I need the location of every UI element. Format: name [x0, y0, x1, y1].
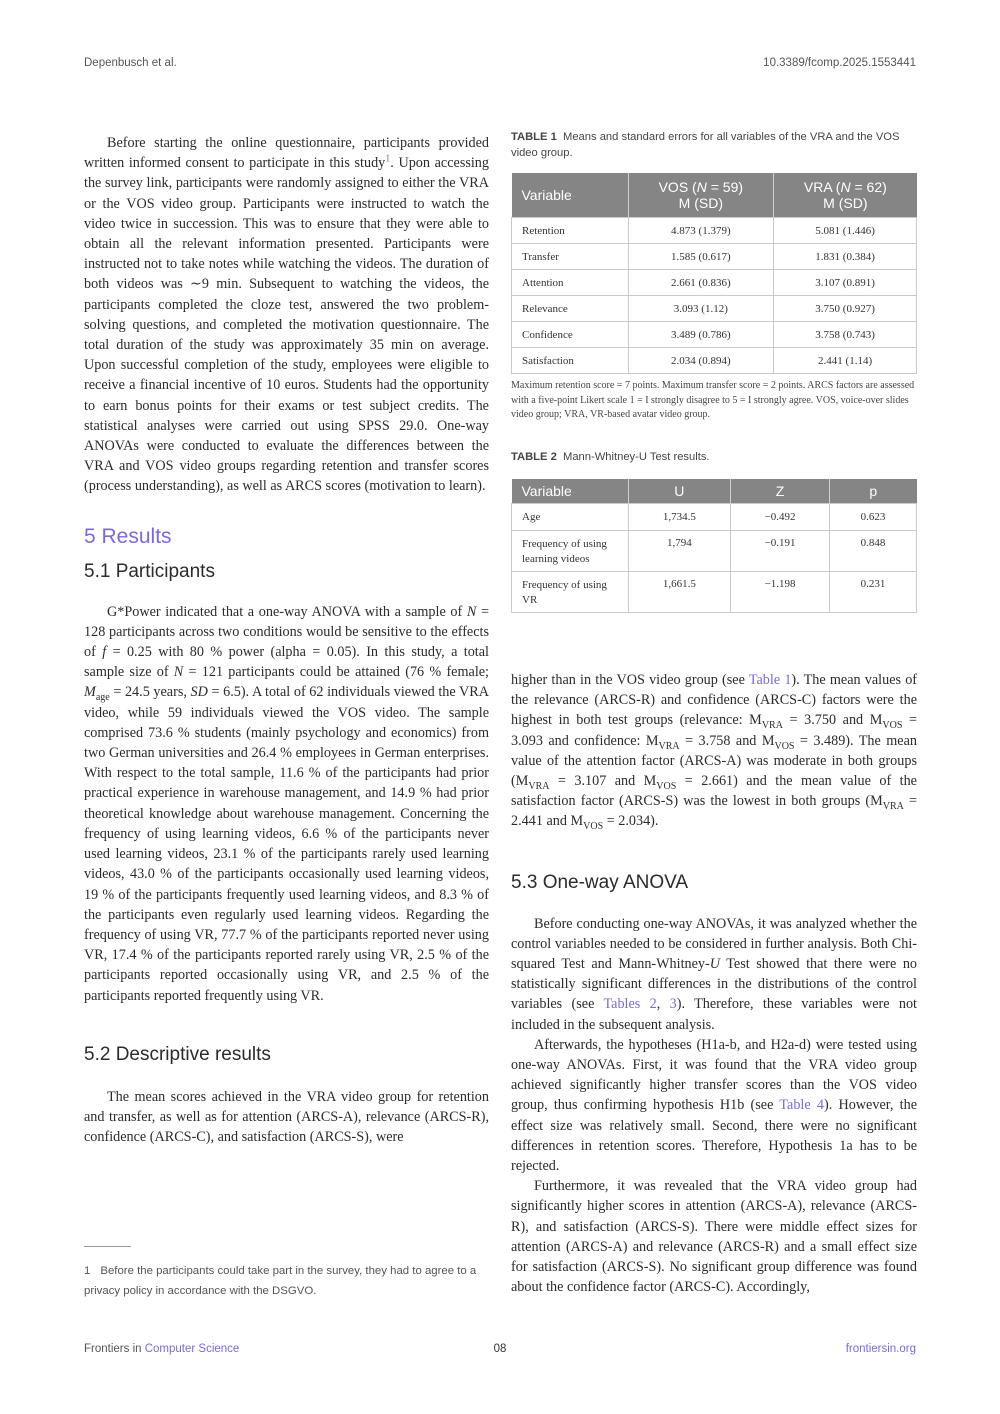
- table2-header-z: Z: [731, 479, 830, 504]
- subsection-heading-descriptive: 5.2 Descriptive results: [84, 1043, 271, 1065]
- paragraph-anova-controls: Before conducting one-way ANOVAs, it was analyzed whether the control variables needed to be considered in further analysis. Both Chi-squared Test and Mann-Whitney-U Test showed that there were no statistically significant differences in the distributions of the control variables (see Tables 2, 3). Therefore, these variables were not included in the subsequent analysis.: [511, 915, 918, 1033]
- table-row: Confidence 3.489 (0.786) 3.758 (0.743): [512, 322, 917, 348]
- paragraph-procedure: Before starting the online questionnaire, participants provided written informed consent to participate in this study$^1$. Upon accessing the survey link, participants were randomly assigned to either the VRA or the VOS video group. Participants were instructed to watch the video twice in succession. This was to ensure that they were able to obtain all the relevant information presented. Participants were instructed not to take notes while watching the videos. The duration of both videos was ∼9 min. Subsequent to watching the videos, the participants completed the cloze test, answered the two problem-solving questions, and completed the motivation questionnaire. The total duration of the study was approximately 35 min on average. Upon successful completion of the study, employees were eligible to receive a financial incentive of 10 euros. Students had the opportunity to earn bonus points for their exams or test subject credits. The statistical analyses were carried out using SPSS 29.0. One-way ANOVAs were conducted to evaluate the differences between the VRA and VOS video groups regarding retention and transfer scores (process understanding), as well as ARCS scores (motivation to learn).: [84, 135, 489, 495]
- table1-header-vra: VRA (N = 62) M (SD): [774, 173, 917, 218]
- table-row: Satisfaction 2.034 (0.894) 2.441 (1.14): [512, 348, 917, 374]
- tables2-link[interactable]: Tables 2: [603, 996, 657, 1013]
- table2-header-variable: Variable: [512, 479, 629, 504]
- table2-caption: TABLE 2 Mann-Whitney-U Test results.: [511, 451, 710, 463]
- table-row: Frequency of using learning videos 1,794 −0.191 0.848: [512, 530, 917, 571]
- section-heading-results: 5 Results: [84, 524, 172, 548]
- subsection-heading-participants: 5.1 Participants: [84, 560, 215, 582]
- table-row: Attention 2.661 (0.836) 3.107 (0.891): [512, 270, 917, 296]
- table-row: Transfer 1.585 (0.617) 1.831 (0.384): [512, 244, 917, 270]
- footer-site-link[interactable]: frontiersin.org: [845, 1343, 916, 1355]
- table3-link[interactable]: 3: [669, 996, 677, 1013]
- table1-link[interactable]: Table 1: [748, 672, 792, 688]
- paragraph-anova-hypotheses: Afterwards, the hypotheses (H1a-b, and H2a-d) were tested using one-way ANOVAs. First, it was found that the VRA video group achieved significantly higher transfer scores than the VOS video group, thus confirming hypothesis H1b (see Table 4). However, the effect size was relatively small. Second, there were no significant differences in retention scores. Therefore, Hypothesis 1a has to be rejected.: [511, 1036, 917, 1175]
- paragraph-descriptive-cont: higher than in the VOS video group (see Table 1). The mean values of the relevance (ARCS-R) and confidence (ARCS-C) factors were the highest in both test groups (relevance: $M_{VRA} = 3.750$ and $M_{VOS} = 3.093$ and confidence: $M_{VRA} = 3.758$ and $M_{VOS} = 3.489$). The mean value of the attention factor (ARCS-A) was moderate in both groups ($M_{VRA} = 3.107$ and $M_{VOS} = 2.661$) and the mean value of the satisfaction factor (ARCS-S) was the lowest in both groups ($M_{VRA} = 2.441$ and $M_{VOS} = 2.034$).: [511, 672, 918, 833]
- table-row: Frequency of using VR 1,661.5 −1.198 0.231: [512, 571, 917, 612]
- footnote-divider: [84, 1246, 131, 1247]
- subsection-heading-anova: 5.3 One-way ANOVA: [511, 871, 689, 893]
- table2-header-u: U: [628, 479, 731, 504]
- table4-link[interactable]: Table 4: [779, 1097, 824, 1114]
- running-header-doi[interactable]: 10.3389/fcomp.2025.1553441: [763, 57, 916, 69]
- paragraph-descriptive: The mean scores achieved in the VRA video group for retention and transfer, as well as for attention (ARCS-A), relevance (ARCS-R), confidence (ARCS-C), and satisfaction (ARCS-S), were: [84, 1088, 489, 1146]
- table1-caption: TABLE 1 Means and standard errors for all variables of the VRA and the VOS video group.: [511, 131, 900, 159]
- table1-header-variable: Variable: [512, 173, 629, 218]
- footer-journal: Frontiers in Computer Science: [84, 1343, 240, 1355]
- table-row: Retention 4.873 (1.379) 5.081 (1.446): [512, 218, 917, 244]
- table2-header-p: p: [829, 479, 916, 504]
- table1-header-vos: VOS (N = 59) M (SD): [628, 173, 774, 218]
- table-row: Age 1,734.5 −0.492 0.623: [512, 503, 917, 530]
- left-column: [84, 133, 489, 1147]
- footnote: 1 Before the participants could take part in the survey, they had to agree to a privacy policy in accordance with the DSGVO.: [84, 1265, 477, 1297]
- table1-block: [511, 130, 917, 423]
- table2-block: [511, 450, 917, 613]
- table1-note: Maximum retention score = 7 points. Maximum transfer score = 2 points. ARCS factors are assessed with a five-point Likert scale 1 = I strongly disagree to 5 = I strongly agree. VOS, voice-over slides video group; VRA, VR-based avatar video group.: [511, 380, 915, 420]
- table-row: Relevance 3.093 (1.12) 3.750 (0.927): [512, 296, 917, 322]
- page-number: 08: [493, 1343, 507, 1355]
- table2: [511, 479, 917, 613]
- paragraph-anova-arcs: Furthermore, it was revealed that the VRA video group had significantly higher scores in attention (ARCS-A), relevance (ARCS-R), and satisfaction (ARCS-S). There were middle effect sizes for attention (ARCS-A) and relevance (ARCS-R) and a small effect size for satisfaction (ARCS-S). No significant group difference was found about the confidence factor (ARCS-C). Accordingly,: [511, 1178, 917, 1296]
- footnote-ref[interactable]: 1: [385, 153, 391, 165]
- paragraph-participants: G*Power indicated that a one-way ANOVA with a sample of N = 128 participants across two conditions would be sensitive to the effects of f = 0.25 with 80 % power (alpha = 0.05). In this study, a total sample size of N = 121 participants could be attained (76 % female; $M_{age} = 24.5$ years, SD = 6.5). A total of 62 individuals viewed the VRA video, while 59 individuals viewed the VOS video. The sample comprised 73.6 % students (mainly psychology and economics) from two German universities and 26.4 % employees in German enterprises. With respect to the total sample, 11.6 % of the participants had prior practical experience in warehouse management, and 14.9 % had prior theoretical knowledge about warehouse management. Concerning the frequency of using learning videos, 6.6 % of the participants never used learning videos, 23.1 % of the participants rarely used learning videos, 43.0 % of the participants occasionally used learning videos, 19 % of the participants frequently used learning videos, and 8.3 % of the participants even regularly used learning videos. Regarding the frequency of using VR, 77.7 % of the participants reported never using VR, 17.4 % of the participants reported rarely using VR, 2.5 % of the participants reported occasionally using VR, and 2.5 % of the participants reported frequently using VR.: [84, 603, 490, 1004]
- journal-link[interactable]: Computer Science: [144, 1343, 240, 1355]
- table1: [511, 173, 917, 374]
- right-column-text: [511, 670, 917, 1297]
- running-header-authors: Depenbusch et al.: [84, 57, 177, 69]
